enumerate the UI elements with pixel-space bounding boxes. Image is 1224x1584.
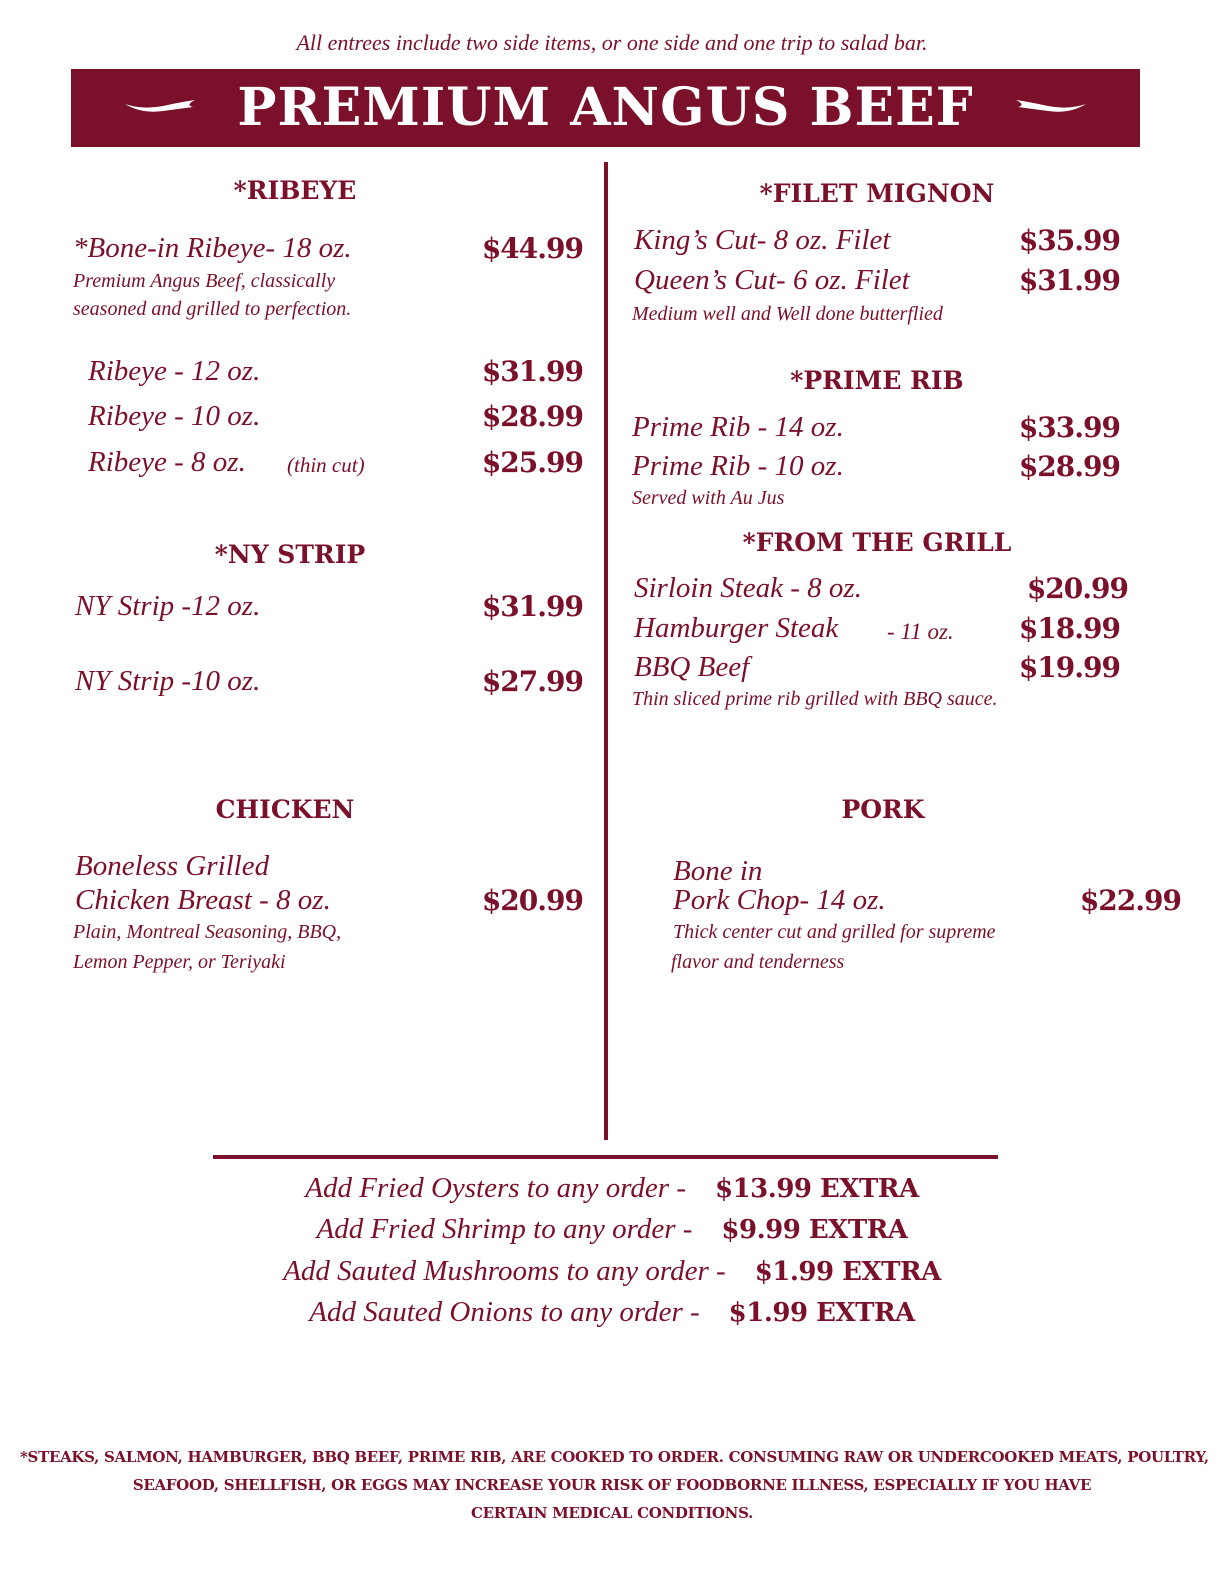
prime-rib-desc: Served with Au Jus	[632, 487, 785, 509]
chicken-name-2: Chicken Breast - 8 oz.	[75, 884, 331, 916]
prime-rib-10-name: Prime Rib - 10 oz.	[632, 450, 844, 482]
kings-cut-name: King’s Cut- 8 oz. Filet	[634, 224, 891, 256]
bbq-beef-desc: Thin sliced prime rib grilled with BBQ sauce.	[632, 688, 998, 710]
prime-rib-10-price: $28.99	[1018, 450, 1120, 483]
extras-divider	[213, 1155, 998, 1159]
ribeye-8-name: Ribeye - 8 oz.	[88, 446, 246, 478]
pork-name-2: Pork Chop- 14 oz.	[673, 884, 886, 916]
queens-cut-price: $31.99	[1018, 264, 1120, 297]
bone-in-ribeye-desc-2: seasoned and grilled to perfection.	[73, 298, 352, 320]
extra-shrimp	[0, 1213, 1224, 1246]
pork-name-1: Bone in	[673, 855, 763, 887]
disclaimer-line-1: *STEAKS, SALMON, HAMBURGER, BBQ BEEF, PRIME RIB, ARE COOKED TO ORDER. CONSUMING RAW OR UNDERCOOKED MEATS, POULTRY,	[20, 1448, 1209, 1466]
pork-heading: PORK	[841, 795, 925, 824]
chicken-desc-2: Lemon Pepper, or Teriyaki	[73, 951, 286, 973]
kings-cut-price: $35.99	[1018, 224, 1120, 257]
ribeye-12-price: $31.99	[481, 355, 583, 388]
flourish-right-icon	[1008, 96, 1088, 118]
ny-strip-12-price: $31.99	[481, 590, 583, 623]
extra-mushrooms-price: $1.99 EXTRA	[754, 1257, 941, 1287]
prime-rib-14-name: Prime Rib - 14 oz.	[632, 411, 844, 443]
pork-desc-1: Thick center cut and grilled for supreme	[673, 921, 996, 943]
extra-mushrooms-text: Add Sauted Mushrooms to any order -	[283, 1255, 726, 1287]
extra-shrimp-text: Add Fried Shrimp to any order -	[316, 1213, 693, 1245]
extra-oysters-text: Add Fried Oysters to any order -	[305, 1172, 686, 1204]
chicken-price: $20.99	[481, 884, 583, 917]
queens-cut-name: Queen’s Cut- 6 oz. Filet	[634, 264, 910, 296]
extra-oysters-price: $13.99 EXTRA	[715, 1174, 919, 1204]
chicken-desc-1: Plain, Montreal Seasoning, BBQ,	[73, 921, 342, 943]
filet-desc: Medium well and Well done butterflied	[632, 303, 943, 325]
extra-onions-text: Add Sauted Onions to any order -	[309, 1296, 700, 1328]
food-safety-disclaimer	[20, 1443, 1209, 1527]
bbq-beef-price: $19.99	[1018, 651, 1120, 684]
column-divider	[604, 162, 608, 1140]
bone-in-ribeye-desc-1: Premium Angus Beef, classically	[73, 270, 336, 292]
filet-heading: *FILET MIGNON	[759, 179, 995, 208]
hamburger-steak-size: - 11 oz.	[887, 619, 954, 644]
ny-strip-10-price: $27.99	[481, 665, 583, 698]
pork-price: $22.99	[1079, 884, 1181, 917]
page-title: PREMIUM ANGUS BEEF	[237, 77, 974, 138]
hamburger-steak-price: $18.99	[1018, 612, 1120, 645]
bone-in-ribeye-name: *Bone-in Ribeye- 18 oz.	[73, 232, 352, 264]
chicken-name-1: Boneless Grilled	[75, 850, 270, 882]
ribeye-8-note: (thin cut)	[287, 453, 365, 477]
extra-onions	[0, 1296, 1224, 1329]
bbq-beef-name: BBQ Beef	[634, 651, 750, 683]
sirloin-steak-price: $20.99	[1026, 572, 1128, 605]
prime-rib-heading: *PRIME RIB	[790, 366, 964, 395]
sirloin-steak-name: Sirloin Steak - 8 oz.	[634, 572, 862, 604]
entree-sides-note: All entrees include two side items, or one side and one trip to salad bar.	[296, 30, 928, 55]
pork-desc-2: flavor and tenderness	[671, 951, 845, 973]
extra-shrimp-price: $9.99 EXTRA	[721, 1215, 908, 1245]
extra-onions-price: $1.99 EXTRA	[728, 1298, 915, 1328]
ny-strip-12-name: NY Strip -12 oz.	[75, 590, 261, 622]
ribeye-10-price: $28.99	[481, 400, 583, 433]
prime-rib-14-price: $33.99	[1018, 411, 1120, 444]
ny-strip-10-name: NY Strip -10 oz.	[75, 665, 261, 697]
bone-in-ribeye-price: $44.99	[481, 232, 583, 265]
disclaimer-line-2: SEAFOOD, SHELLFISH, OR EGGS MAY INCREASE YOUR RISK OF FOODBORNE ILLNESS, ESPECIALLY IF YOU HAVE	[132, 1476, 1092, 1494]
section-banner	[71, 69, 1140, 147]
extra-mushrooms	[0, 1255, 1224, 1288]
ribeye-10-name: Ribeye - 10 oz.	[88, 400, 261, 432]
chicken-heading: CHICKEN	[215, 795, 355, 824]
hamburger-steak-name: Hamburger Steak	[634, 612, 839, 644]
grill-heading: *FROM THE GRILL	[742, 528, 1012, 557]
ribeye-heading: *RIBEYE	[233, 176, 357, 205]
ribeye-8-price: $25.99	[481, 446, 583, 479]
extra-oysters	[0, 1172, 1224, 1205]
ny-strip-heading: *NY STRIP	[214, 540, 366, 569]
ribeye-12-name: Ribeye - 12 oz.	[88, 355, 261, 387]
disclaimer-line-3: CERTAIN MEDICAL CONDITIONS.	[470, 1504, 754, 1522]
